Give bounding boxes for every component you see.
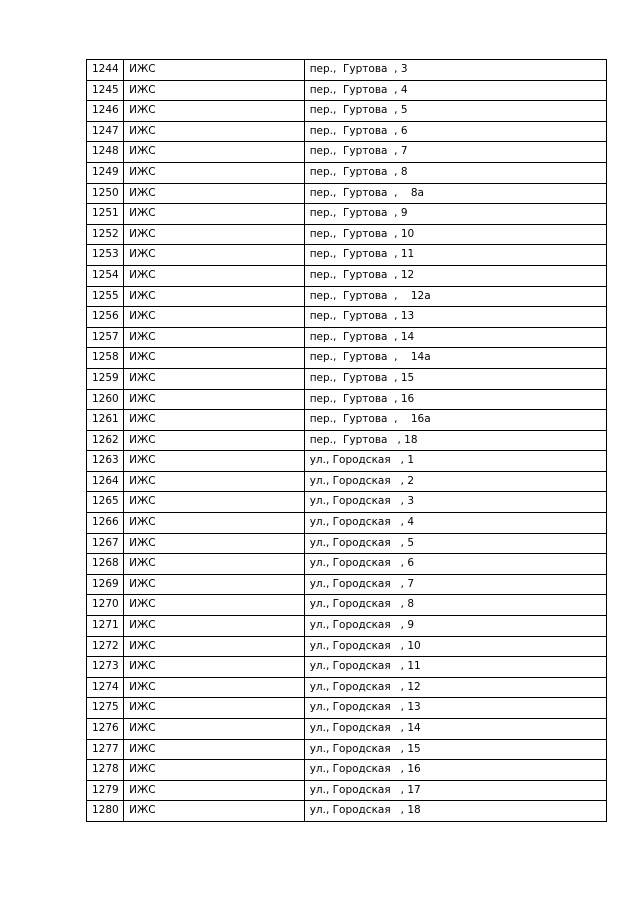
table-row	[87, 142, 607, 163]
row-number-cell: 1259	[87, 368, 124, 389]
table-row	[87, 471, 607, 492]
row-number-cell: 1280	[87, 801, 124, 822]
object-type-cell: ИЖС	[124, 780, 305, 801]
address-cell: ул., Городская , 13	[304, 698, 606, 719]
object-type-cell: ИЖС	[124, 183, 305, 204]
row-number-cell: 1268	[87, 554, 124, 575]
table-row	[87, 533, 607, 554]
address-cell: пер., Гуртова , 15	[304, 368, 606, 389]
address-cell: пер., Гуртова , 11	[304, 245, 606, 266]
address-cell: ул., Городская , 5	[304, 533, 606, 554]
address-cell: пер., Гуртова , 10	[304, 224, 606, 245]
row-number-cell: 1263	[87, 451, 124, 472]
address-cell: ул., Городская , 2	[304, 471, 606, 492]
address-cell: ул., Городская , 16	[304, 760, 606, 781]
row-number-cell: 1271	[87, 616, 124, 637]
table-row	[87, 101, 607, 122]
row-number-cell: 1264	[87, 471, 124, 492]
row-number-cell: 1247	[87, 121, 124, 142]
row-number-cell: 1246	[87, 101, 124, 122]
row-number-cell: 1252	[87, 224, 124, 245]
object-type-cell: ИЖС	[124, 657, 305, 678]
table-row	[87, 780, 607, 801]
row-number-cell: 1278	[87, 760, 124, 781]
object-type-cell: ИЖС	[124, 307, 305, 328]
table-row	[87, 327, 607, 348]
table-row	[87, 657, 607, 678]
table-row	[87, 801, 607, 822]
address-table	[86, 59, 607, 822]
table-row	[87, 636, 607, 657]
object-type-cell: ИЖС	[124, 121, 305, 142]
address-cell: пер., Гуртова , 16	[304, 389, 606, 410]
object-type-cell: ИЖС	[124, 677, 305, 698]
object-type-cell: ИЖС	[124, 719, 305, 740]
address-cell: пер., Гуртова , 6	[304, 121, 606, 142]
object-type-cell: ИЖС	[124, 616, 305, 637]
object-type-cell: ИЖС	[124, 595, 305, 616]
address-cell: ул., Городская , 18	[304, 801, 606, 822]
row-number-cell: 1245	[87, 80, 124, 101]
row-number-cell: 1276	[87, 719, 124, 740]
row-number-cell: 1273	[87, 657, 124, 678]
address-cell: ул., Городская , 6	[304, 554, 606, 575]
row-number-cell: 1256	[87, 307, 124, 328]
object-type-cell: ИЖС	[124, 801, 305, 822]
row-number-cell: 1277	[87, 739, 124, 760]
table-row	[87, 245, 607, 266]
table-row	[87, 348, 607, 369]
object-type-cell: ИЖС	[124, 533, 305, 554]
table-row	[87, 224, 607, 245]
address-cell: пер., Гуртова , 9	[304, 204, 606, 225]
address-cell: ул., Городская , 17	[304, 780, 606, 801]
address-cell: ул., Городская , 11	[304, 657, 606, 678]
address-cell: пер., Гуртова , 12а	[304, 286, 606, 307]
row-number-cell: 1249	[87, 162, 124, 183]
table-row	[87, 265, 607, 286]
address-cell: ул., Городская , 12	[304, 677, 606, 698]
object-type-cell: ИЖС	[124, 698, 305, 719]
row-number-cell: 1270	[87, 595, 124, 616]
row-number-cell: 1254	[87, 265, 124, 286]
object-type-cell: ИЖС	[124, 471, 305, 492]
table-row	[87, 554, 607, 575]
table-row	[87, 389, 607, 410]
address-cell: ул., Городская , 4	[304, 513, 606, 534]
address-cell: ул., Городская , 1	[304, 451, 606, 472]
address-cell: пер., Гуртова , 13	[304, 307, 606, 328]
table-row	[87, 60, 607, 81]
object-type-cell: ИЖС	[124, 368, 305, 389]
row-number-cell: 1269	[87, 574, 124, 595]
object-type-cell: ИЖС	[124, 224, 305, 245]
object-type-cell: ИЖС	[124, 204, 305, 225]
table-row	[87, 204, 607, 225]
table-row	[87, 739, 607, 760]
row-number-cell: 1251	[87, 204, 124, 225]
row-number-cell: 1260	[87, 389, 124, 410]
table-row	[87, 492, 607, 513]
row-number-cell: 1274	[87, 677, 124, 698]
table-row	[87, 677, 607, 698]
table-row	[87, 513, 607, 534]
address-cell: пер., Гуртова , 18	[304, 430, 606, 451]
row-number-cell: 1258	[87, 348, 124, 369]
object-type-cell: ИЖС	[124, 60, 305, 81]
address-cell: ул., Городская , 9	[304, 616, 606, 637]
table-row	[87, 286, 607, 307]
object-type-cell: ИЖС	[124, 554, 305, 575]
object-type-cell: ИЖС	[124, 348, 305, 369]
address-cell: пер., Гуртова , 16а	[304, 410, 606, 431]
row-number-cell: 1253	[87, 245, 124, 266]
object-type-cell: ИЖС	[124, 739, 305, 760]
object-type-cell: ИЖС	[124, 513, 305, 534]
table-row	[87, 410, 607, 431]
object-type-cell: ИЖС	[124, 389, 305, 410]
address-cell: пер., Гуртова , 4	[304, 80, 606, 101]
object-type-cell: ИЖС	[124, 245, 305, 266]
object-type-cell: ИЖС	[124, 162, 305, 183]
table-row	[87, 760, 607, 781]
address-cell: ул., Городская , 8	[304, 595, 606, 616]
address-cell: ул., Городская , 7	[304, 574, 606, 595]
table-row	[87, 80, 607, 101]
object-type-cell: ИЖС	[124, 574, 305, 595]
table-row	[87, 574, 607, 595]
table-row	[87, 368, 607, 389]
address-cell: пер., Гуртова , 12	[304, 265, 606, 286]
row-number-cell: 1244	[87, 60, 124, 81]
row-number-cell: 1272	[87, 636, 124, 657]
object-type-cell: ИЖС	[124, 80, 305, 101]
address-cell: пер., Гуртова , 7	[304, 142, 606, 163]
row-number-cell: 1267	[87, 533, 124, 554]
address-cell: ул., Городская , 15	[304, 739, 606, 760]
address-cell: ул., Городская , 10	[304, 636, 606, 657]
row-number-cell: 1257	[87, 327, 124, 348]
object-type-cell: ИЖС	[124, 286, 305, 307]
row-number-cell: 1279	[87, 780, 124, 801]
address-cell: пер., Гуртова , 3	[304, 60, 606, 81]
table-row	[87, 121, 607, 142]
object-type-cell: ИЖС	[124, 265, 305, 286]
address-cell: пер., Гуртова , 14	[304, 327, 606, 348]
address-cell: пер., Гуртова , 5	[304, 101, 606, 122]
table-row	[87, 595, 607, 616]
address-cell: пер., Гуртова , 8	[304, 162, 606, 183]
object-type-cell: ИЖС	[124, 492, 305, 513]
address-cell: ул., Городская , 3	[304, 492, 606, 513]
row-number-cell: 1275	[87, 698, 124, 719]
row-number-cell: 1250	[87, 183, 124, 204]
object-type-cell: ИЖС	[124, 430, 305, 451]
table-row	[87, 307, 607, 328]
object-type-cell: ИЖС	[124, 410, 305, 431]
object-type-cell: ИЖС	[124, 142, 305, 163]
object-type-cell: ИЖС	[124, 327, 305, 348]
row-number-cell: 1262	[87, 430, 124, 451]
address-table-body	[87, 60, 607, 822]
table-row	[87, 183, 607, 204]
table-row	[87, 451, 607, 472]
row-number-cell: 1266	[87, 513, 124, 534]
table-row	[87, 616, 607, 637]
row-number-cell: 1261	[87, 410, 124, 431]
object-type-cell: ИЖС	[124, 101, 305, 122]
table-row	[87, 698, 607, 719]
row-number-cell: 1248	[87, 142, 124, 163]
table-row	[87, 719, 607, 740]
object-type-cell: ИЖС	[124, 451, 305, 472]
address-cell: пер., Гуртова , 14а	[304, 348, 606, 369]
table-row	[87, 162, 607, 183]
row-number-cell: 1255	[87, 286, 124, 307]
object-type-cell: ИЖС	[124, 636, 305, 657]
row-number-cell: 1265	[87, 492, 124, 513]
table-row	[87, 430, 607, 451]
address-cell: ул., Городская , 14	[304, 719, 606, 740]
object-type-cell: ИЖС	[124, 760, 305, 781]
address-cell: пер., Гуртова , 8а	[304, 183, 606, 204]
